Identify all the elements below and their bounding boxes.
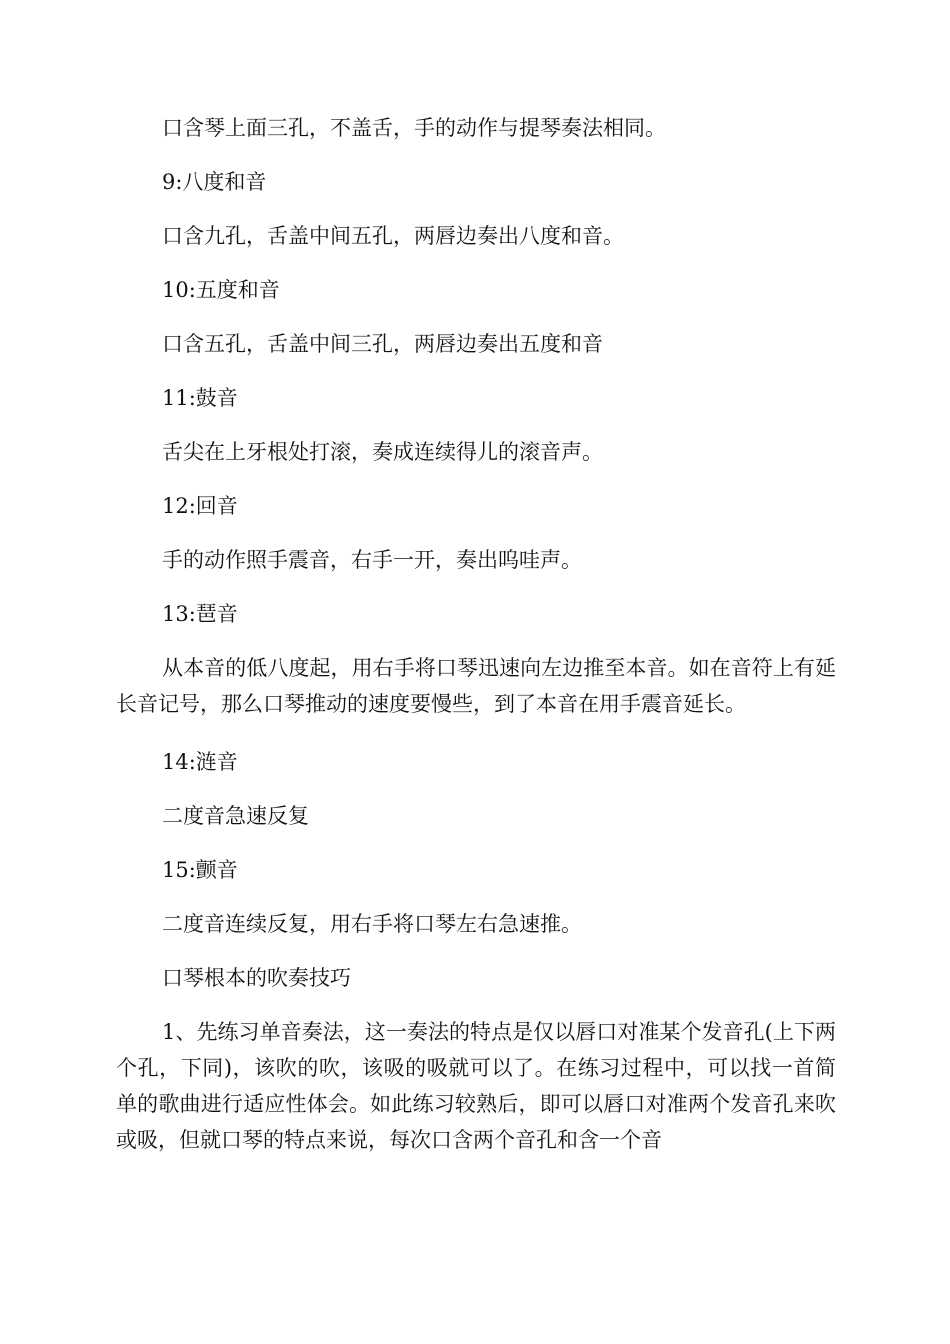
section-heading: 11:鼓音 [162,386,238,410]
section-heading: 13:琶音 [162,602,238,626]
section-heading: 15:颤音 [162,858,238,882]
body-paragraph: 从本音的低八度起，用右手将口琴迅速向左边推至本音。如在音符上有延长音记号，那么口琴推动的速度要慢些，到了本音在用手震音延长。 [116,656,836,716]
text-line: 口含九孔，舌盖中间五孔，两唇边奏出八度和音。 [162,224,624,248]
section-heading: 10:五度和音 [162,278,280,302]
text-line: 口含五孔，舌盖中间三孔，两唇边奏出五度和音 [162,332,603,356]
text-line: 二度音连续反复，用右手将口琴左右急速推。 [162,912,582,936]
section-heading: 12:回音 [162,494,238,518]
body-paragraph: 1、先练习单音奏法，这一奏法的特点是仅以唇口对准某个发音孔(上下两个孔，下同)，该吹的吹，该吸的吸就可以了。在练习过程中，可以找一首简单的歌曲进行适应性体会。如此练习较熟后，即可以唇口对准两个发音孔来吹或吸，但就口琴的特点来说，每次口含两个音孔和含一个音 [116,1020,836,1152]
text-line: 口含琴上面三孔，不盖舌，手的动作与提琴奏法相同。 [162,116,666,140]
section-heading: 9:八度和音 [162,170,267,194]
section-heading: 14:涟音 [162,750,238,774]
section-heading: 口琴根本的吹奏技巧 [162,966,351,990]
text-line: 舌尖在上牙根处打滚，奏成连续得儿的滚音声。 [162,440,603,464]
text-line: 手的动作照手震音，右手一开，奏出呜哇声。 [162,548,582,572]
text-line: 二度音急速反复 [162,804,309,828]
